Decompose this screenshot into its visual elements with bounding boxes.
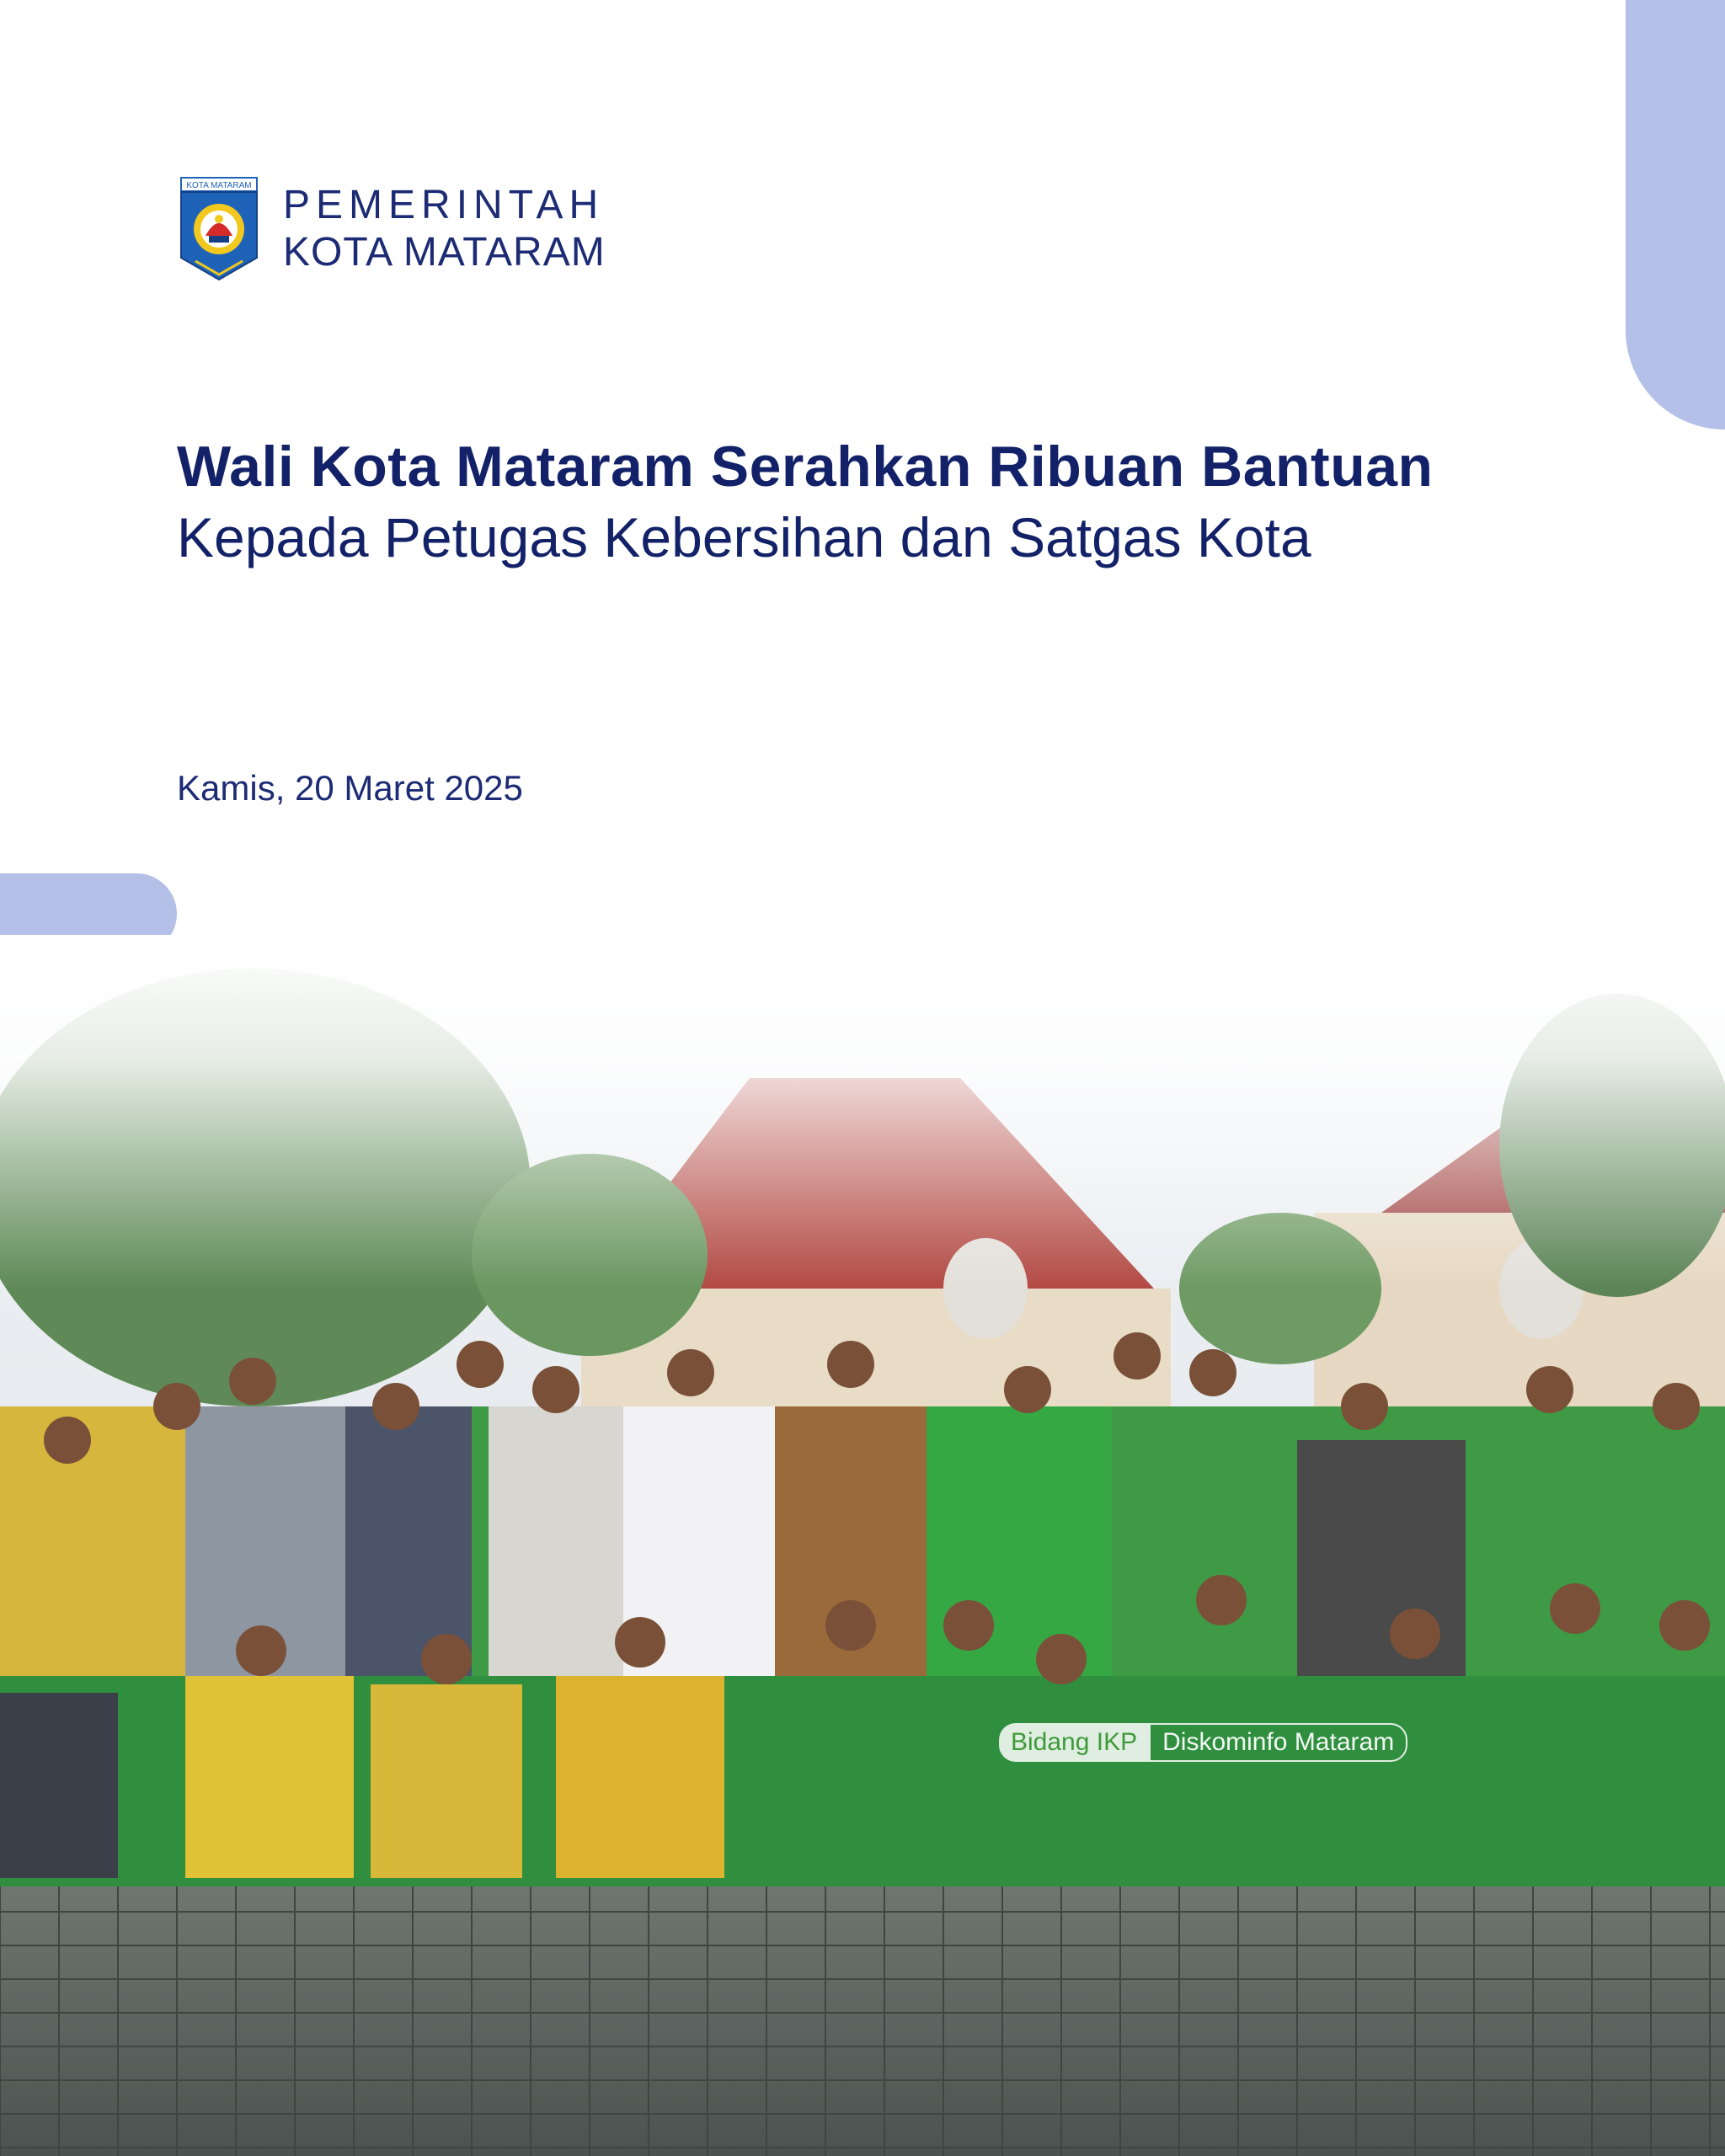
org-name-line1: PEMERINTAH [283, 183, 605, 227]
org-name [283, 182, 606, 276]
header [180, 177, 606, 281]
watermark-right-label: Diskominfo Mataram [1149, 1723, 1407, 1762]
publish-date: Kamis, 20 Maret 2025 [177, 768, 523, 808]
kota-mataram-emblem-icon [180, 177, 258, 281]
headline-title: Wali Kota Mataram Serahkan Ribuan Bantuan [177, 435, 1434, 499]
headline-subtitle: Kepada Petugas Kebersihan dan Satgas Kota [177, 506, 1311, 568]
photo-watermark [999, 1723, 1407, 1762]
org-name-line2: KOTA MATARAM [283, 230, 606, 275]
svg-text:KOTA MATARAM: KOTA MATARAM [186, 181, 252, 190]
accent-shape-top-right [1626, 0, 1725, 430]
group-photo [0, 935, 1725, 2156]
watermark-left-label: Bidang IKP [999, 1723, 1149, 1762]
headline [177, 431, 1609, 573]
